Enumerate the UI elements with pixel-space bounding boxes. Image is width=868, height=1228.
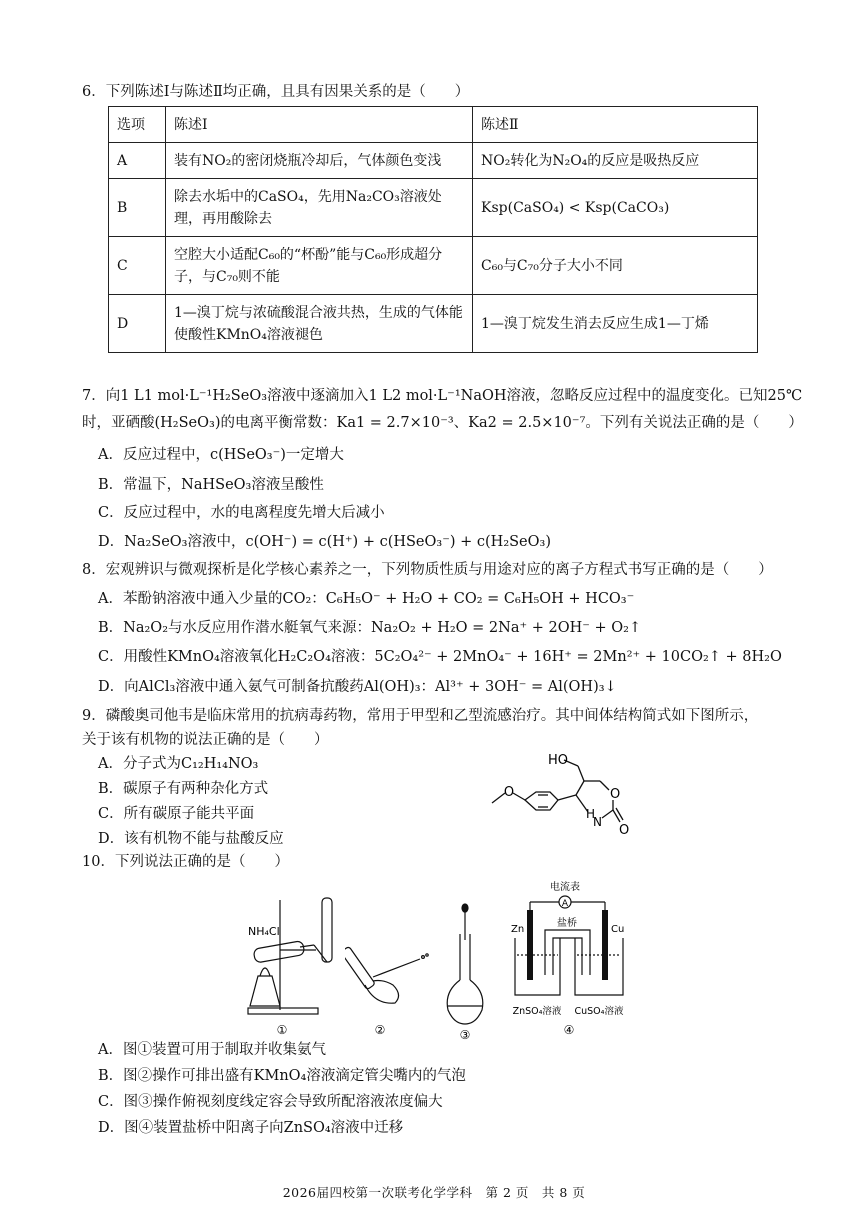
ring-o-label: O xyxy=(610,787,621,802)
q7-stem-line-2: 时，亚硒酸(H₂SeO₃)的电离平衡常数：Ka1 = 2.7×10⁻³、Ka2 = 2.5×10⁻⁷。下列有关说法正确的是（ ） xyxy=(82,415,803,431)
zn-label: Zn xyxy=(511,924,525,935)
figure-2-burette-operation xyxy=(345,935,435,1040)
row-statement-2: Ksp(CaSO₄) < Ksp(CaCO₃) xyxy=(473,179,758,237)
q8-option-b: B．Na₂O₂与水反应用作潜水艇氧气来源：Na₂O₂ + H₂O = 2Na⁺ + 2OH⁻ + O₂↑ xyxy=(98,620,642,636)
row-statement-1: 1—溴丁烷与浓硫酸混合液共热，生成的气体能使酸性KMnO₄溶液褪色 xyxy=(166,295,473,353)
figure-2-label: ② xyxy=(374,1023,386,1037)
q8-option-c: C．用酸性KMnO₄溶液氧化H₂C₂O₄溶液：5C₂O₄²⁻ + 2MnO₄⁻ + 16H⁺ = 2Mn²⁺ + 10CO₂↑ + 8H₂O xyxy=(98,649,782,665)
q9-structure-diagram xyxy=(480,748,650,838)
header-statement-1: 陈述Ⅰ xyxy=(166,107,473,143)
row-option: B xyxy=(109,179,166,237)
figure-4-label: ④ xyxy=(563,1023,575,1037)
figure-4-galvanic-cell xyxy=(505,880,645,1040)
row-statement-1: 装有NO₂的密闭烧瓶冷却后，气体颜色变浅 xyxy=(166,143,473,179)
q9-option-b: B．碳原子有两种杂化方式 xyxy=(98,781,269,797)
q6-table xyxy=(108,106,758,353)
figure-3-volumetric-flask xyxy=(438,900,488,1040)
q9-option-a: A．分子式为C₁₂H₁₄NO₃ xyxy=(98,756,259,772)
q9-stem-line-1: 9．磷酸奥司他韦是临床常用的抗病毒药物，常用于甲型和乙型流感治疗。其中间体结构简式如下图所示， xyxy=(82,708,759,724)
q7-option-b: B．常温下，NaHSeO₃溶液呈酸性 xyxy=(98,477,324,493)
figure-3-label: ③ xyxy=(459,1028,471,1040)
row-statement-1: 空腔大小适配C₆₀的“杯酚”能与C₆₀形成超分子，与C₇₀则不能 xyxy=(166,237,473,295)
table-row xyxy=(109,237,758,295)
row-statement-1: 除去水垢中的CaSO₄，先用Na₂CO₃溶液处理，再用酸除去 xyxy=(166,179,473,237)
q8-option-d: D．向AlCl₃溶液中通入氨气可制备抗酸药Al(OH)₃：Al³⁺ + 3OH⁻ = Al(OH)₃↓ xyxy=(98,679,617,695)
znso4-label: ZnSO₄溶液 xyxy=(512,1006,562,1017)
q7-stem-line-1: 7．向1 L1 mol·L⁻¹H₂SeO₃溶液中逐滴加入1 L2 mol·L⁻¹NaOH溶液，忽略反应过程中的温度变化。已知25℃ xyxy=(82,388,803,404)
row-statement-2: C₆₀与C₇₀分子大小不同 xyxy=(473,237,758,295)
figure-1-label: ① xyxy=(276,1023,288,1037)
ho-label: HO xyxy=(548,753,569,768)
q7-option-d: D．Na₂SeO₃溶液中，c(OH⁻) = c(H⁺) + c(HSeO₃⁻) + c(H₂SeO₃) xyxy=(98,534,551,550)
q10-option-b: B．图②操作可排出盛有KMnO₄溶液滴定管尖嘴内的气泡 xyxy=(98,1068,466,1084)
q9-option-d: D．该有机物不能与盐酸反应 xyxy=(98,831,284,847)
q6-stem: 6．下列陈述Ⅰ与陈述Ⅱ均正确，且具有因果关系的是（ ） xyxy=(82,84,470,100)
q8-option-a: A．苯酚钠溶液中通入少量的CO₂：C₆H₅O⁻ + H₂O + CO₂ = C₆H₅OH + HCO₃⁻ xyxy=(98,591,635,607)
header-option: 选项 xyxy=(109,107,166,143)
q10-option-d: D．图④装置盐桥中阳离子向ZnSO₄溶液中迁移 xyxy=(98,1120,404,1136)
methoxy-o-label: O xyxy=(503,785,515,800)
page-footer: 2026届四校第一次联考化学学科 第 2 页 共 8 页 xyxy=(282,1185,586,1200)
table-row xyxy=(109,143,758,179)
q9-stem-line-2: 关于该有机物的说法正确的是（ ） xyxy=(82,732,329,748)
q7-option-c: C．反应过程中，水的电离程度先增大后减小 xyxy=(98,505,385,521)
q6-table-header xyxy=(109,107,758,143)
row-option: D xyxy=(109,295,166,353)
row-option: C xyxy=(109,237,166,295)
row-option: A xyxy=(109,143,166,179)
nh-n-label: N xyxy=(593,815,602,829)
figure-1-ammonia-apparatus xyxy=(238,890,348,1040)
cu-electrode xyxy=(602,910,608,980)
ammeter-label: 电流表 xyxy=(550,882,580,893)
row-statement-2: 1—溴丁烷发生消去反应生成1—丁烯 xyxy=(473,295,758,353)
carbonyl-o-label: O xyxy=(619,823,630,838)
q10-option-c: C．图③操作俯视刻度线定容会导致所配溶液浓度偏大 xyxy=(98,1094,443,1110)
zn-electrode xyxy=(527,910,533,980)
nh4cl-label: NH₄Cl xyxy=(248,925,280,938)
q10-option-a: A．图①装置可用于制取并收集氨气 xyxy=(98,1042,326,1058)
q8-stem: 8．宏观辨识与微观探析是化学核心素养之一，下列物质性质与用途对应的离子方程式书写正确的是（ ） xyxy=(82,562,773,578)
row-statement-2: NO₂转化为N₂O₄的反应是吸热反应 xyxy=(473,143,758,179)
q9-option-c: C．所有碳原子能共平面 xyxy=(98,806,255,822)
q7-option-a: A．反应过程中，c(HSeO₃⁻)一定增大 xyxy=(98,447,344,463)
q10-stem: 10．下列说法正确的是（ ） xyxy=(82,854,289,870)
table-row xyxy=(109,179,758,237)
cu-label: Cu xyxy=(611,924,625,935)
header-statement-2: 陈述Ⅱ xyxy=(473,107,758,143)
salt-bridge-label: 盐桥 xyxy=(557,918,577,929)
nh-h-label: H xyxy=(586,807,596,821)
ammeter-symbol: A xyxy=(561,899,569,909)
cuso4-label: CuSO₄溶液 xyxy=(574,1006,624,1017)
table-row xyxy=(109,295,758,353)
